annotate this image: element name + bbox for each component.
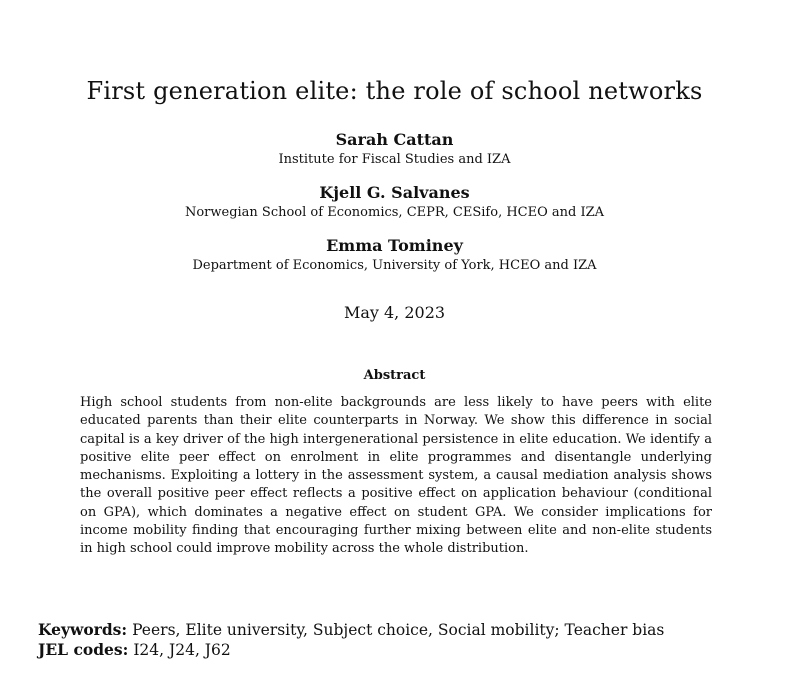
author-affiliation: Institute for Fiscal Studies and IZA [278,152,511,167]
jel-codes-value: I24, J24, J62 [133,641,231,659]
author-name: Emma Tominey [326,236,463,255]
abstract-text: High school students from non-elite backgrounds are less likely to have peers with elite educated parents than their elite counterparts in Norway. We show this difference in social capital is a key driver of the high intergenerational persistence in elite education. We identify a positive elite peer effect on enrolment in elite programmes and disentangle underlying mechanisms. Exploiting a lottery in the assessment system, a causal mediation analysis shows the overall positive peer effect reflects a positive effect on application behaviour (conditional on GPA), which dominates a negative effect on student GPA. We consider implications for income mobility finding that encouraging further mixing between elite and non-elite students in high school could improve mobility across the whole distribution. [80,395,712,557]
author-name: Sarah Cattan [335,130,454,149]
jel-codes-row [38,640,664,660]
keywords-section [38,620,664,660]
author-2 [0,182,789,222]
keywords-row [38,620,664,640]
paper-title: First generation elite: the role of school networks [86,77,703,105]
author-affiliation: Department of Economics, University of York, HCEO and IZA [192,258,597,273]
author-affiliation: Norwegian School of Economics, CEPR, CESifo, HCEO and IZA [184,205,605,220]
keywords-value: Peers, Elite university, Subject choice, Social mobility; Teacher bias [132,621,665,639]
author-1 [0,129,789,169]
publication-date: May 4, 2023 [343,303,446,322]
jel-codes-label: JEL codes: [38,640,129,659]
author-name: Kjell G. Salvanes [319,183,470,202]
author-3 [0,235,789,275]
keywords-label: Keywords: [38,620,128,639]
abstract-heading: Abstract [363,368,426,383]
